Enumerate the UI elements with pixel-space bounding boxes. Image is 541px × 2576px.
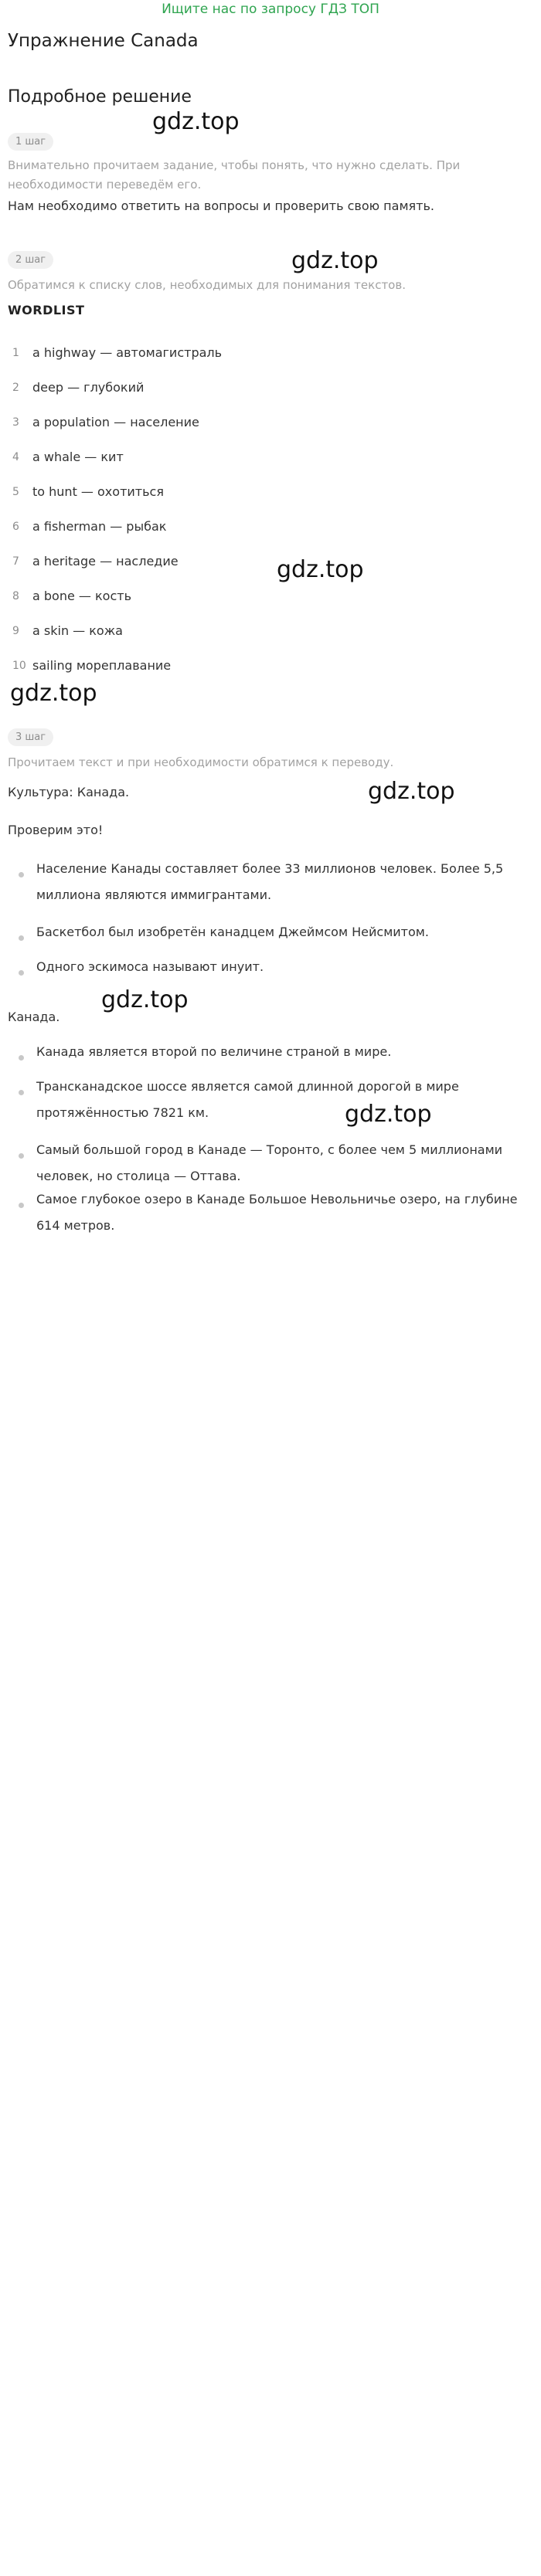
list-item: Баскетбол был изобретён канадцем Джеймсом Нейсмитом. (36, 925, 429, 939)
step1-hint: Внимательно прочитаем задание, чтобы понять, что нужно сделать. При необходимости переведём его. (8, 158, 461, 192)
list-item: Одного эскимоса называют инуит. (36, 959, 264, 974)
list-item: a highway — автомагистраль (32, 345, 223, 360)
list-item: Самый большой город в Канаде — Торонто, с более чем 5 миллионами человек, но столица — Оттава. (36, 1142, 503, 1183)
solution-heading: Подробное решение (8, 87, 192, 107)
bullet-dot (19, 935, 24, 941)
watermark: gdz.top (345, 1101, 432, 1128)
list-item: Самое глубокое озеро в Канаде Большое Невольничье озеро, на глубине 614 метров. (36, 1192, 518, 1233)
list-item: a population — население (32, 415, 199, 429)
list-item: a bone — кость (32, 589, 131, 603)
step-badge-3: 3 шаг (8, 728, 53, 746)
step1-text: Нам необходимо ответить на вопросы и проверить свою память. (8, 199, 434, 213)
bullet-dot (19, 1090, 24, 1095)
bullet-dot (19, 970, 24, 976)
list-item-number: 10 (12, 660, 26, 672)
list-item: a whale — кит (32, 450, 124, 464)
list-item-number: 1 (12, 347, 19, 359)
top-banner[interactable]: Ищите нас по запросу ГДЗ ТОП (162, 2, 379, 17)
list-item-number: 4 (12, 451, 19, 463)
watermark: gdz.top (291, 247, 379, 274)
list-item: a skin — кожа (32, 623, 123, 638)
list-item: to hunt — охотиться (32, 484, 164, 499)
list-item: Канада является второй по величине страной в мире. (36, 1044, 392, 1059)
wordlist-title: WORDLIST (8, 303, 85, 317)
list-item-number: 3 (12, 416, 19, 429)
list-item: Население Канады составляет более 33 миллионов человек. Более 5,5 миллиона являются иммигрантами. (36, 861, 504, 902)
list-item: deep — глубокий (32, 380, 145, 395)
list-item-number: 5 (12, 486, 19, 498)
check-heading: Проверим это! (8, 823, 104, 837)
list-item: a heritage — наследие (32, 554, 179, 568)
watermark: gdz.top (152, 108, 240, 135)
list-item-number: 7 (12, 555, 19, 568)
bullet-dot (19, 1153, 24, 1159)
step-badge-1: 1 шаг (8, 133, 53, 151)
list-item: Трансканадское шоссе является самой длинной дорогой в мире протяжённостью 7821 км. (36, 1079, 459, 1120)
bullet-dot (19, 1203, 24, 1208)
bullet-dot (19, 872, 24, 877)
culture-heading: Культура: Канада. (8, 785, 130, 799)
list-item: a fisherman — рыбак (32, 519, 167, 534)
watermark: gdz.top (368, 778, 455, 805)
list-item-number: 9 (12, 625, 19, 637)
watermark: gdz.top (101, 986, 189, 1013)
watermark: gdz.top (277, 556, 364, 583)
page-title: Упражнение Canada (8, 31, 199, 51)
list-item-number: 2 (12, 382, 19, 394)
step2-hint: Обратимся к списку слов, необходимых для понимания текстов. (8, 278, 406, 292)
bullet-dot (19, 1055, 24, 1061)
list-item-number: 6 (12, 521, 19, 533)
step3-hint: Прочитаем текст и при необходимости обратимся к переводу. (8, 755, 394, 769)
canada-heading: Канада. (8, 1010, 60, 1024)
step-badge-2: 2 шаг (8, 251, 53, 269)
list-item-number: 8 (12, 590, 19, 602)
list-item: sailing мореплавание (32, 658, 172, 673)
watermark: gdz.top (10, 680, 97, 707)
